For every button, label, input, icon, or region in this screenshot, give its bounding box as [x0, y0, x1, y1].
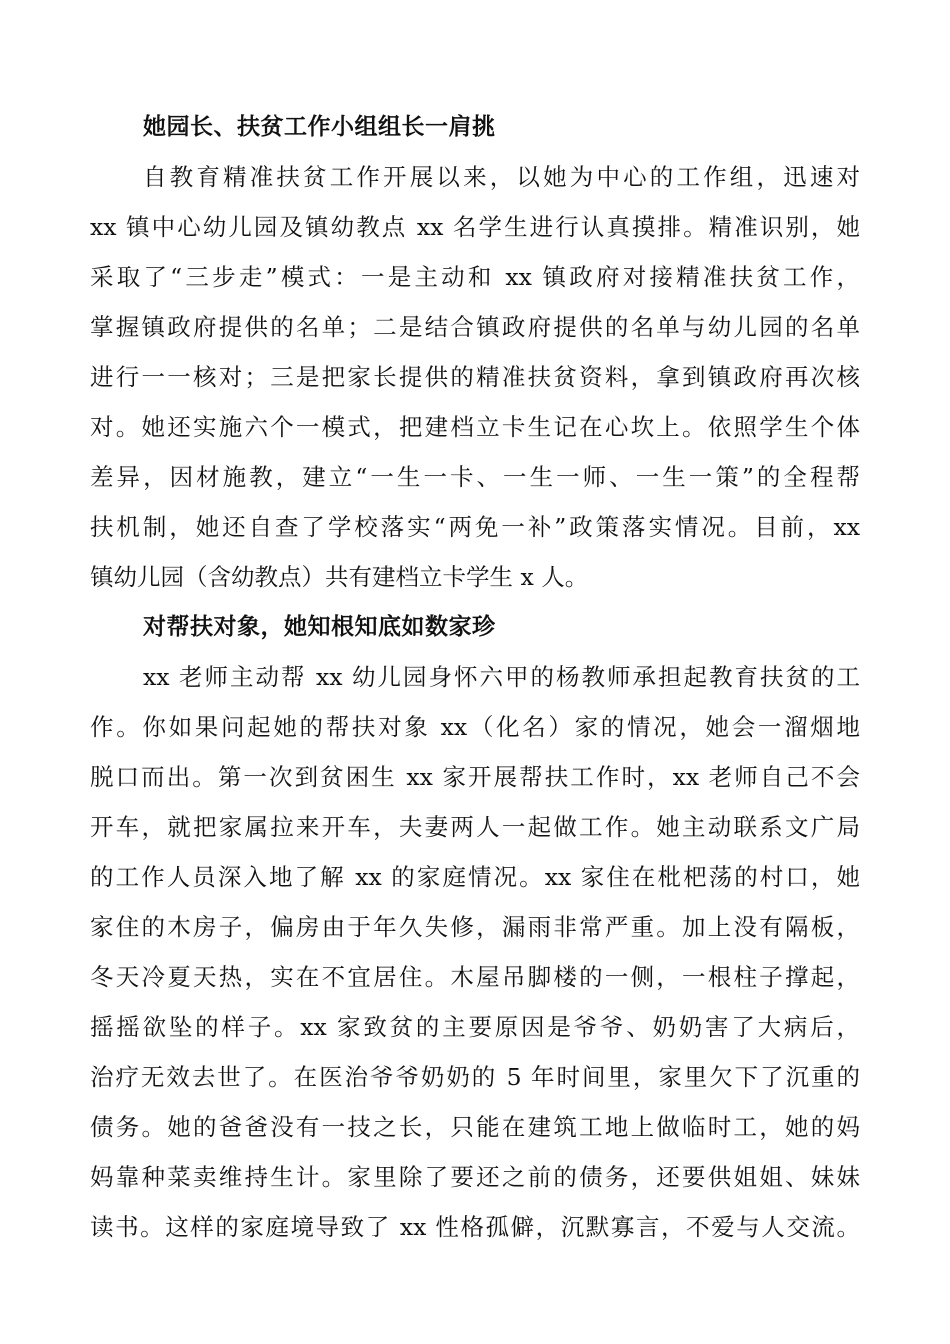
paragraph-line: 读书。这样的家庭境导致了 xx 性格孤僻，沉默寡言，不爱与人交流。 — [90, 1213, 860, 1241]
paragraph-line: 采取了“三步走”模式：一是主动和 xx 镇政府对接精准扶贫工作， — [90, 263, 860, 291]
paragraph-line: 镇幼儿园（含幼教点）共有建档立卡学生 x 人。 — [90, 563, 589, 591]
paragraph-line: 掌握镇政府提供的名单；二是结合镇政府提供的名单与幼儿园的名单 — [90, 313, 860, 341]
paragraph-line: 进行一一核对；三是把家长提供的精准扶贫资料，拿到镇政府再次核 — [90, 363, 860, 391]
paragraph-line: 脱口而出。第一次到贫困生 xx 家开展帮扶工作时，xx 老师自己不会 — [90, 763, 860, 791]
paragraph-line: 开车，就把家属拉来开车，夫妻两人一起做工作。她主动联系文广局 — [90, 813, 860, 841]
paragraph-line: 自教育精准扶贫工作开展以来，以她为中心的工作组，迅速对 — [143, 163, 860, 191]
paragraph-line: xx 镇中心幼儿园及镇幼教点 xx 名学生进行认真摸排。精准识别，她 — [90, 213, 860, 241]
paragraph-line: 扶机制，她还自查了学校落实“两免一补”政策落实情况。目前，xx — [90, 513, 860, 541]
section-heading-2: 对帮扶对象，她知根知底如数家珍 — [143, 614, 496, 640]
paragraph-line: 摇摇欲坠的样子。xx 家致贫的主要原因是爷爷、奶奶害了大病后， — [90, 1013, 860, 1041]
paragraph-line: 冬天冷夏天热，实在不宜居住。木屋吊脚楼的一侧，一根柱子撑起， — [90, 963, 860, 991]
paragraph-line: 家住的木房子，偏房由于年久失修，漏雨非常严重。加上没有隔板， — [90, 913, 860, 941]
paragraph-line: 对。她还实施六个一模式，把建档立卡生记在心坎上。依照学生个体 — [90, 413, 860, 441]
section-heading-1: 她园长、扶贫工作小组组长一肩挑 — [143, 114, 496, 140]
paragraph-line: 差异，因材施教，建立“一生一卡、一生一师、一生一策”的全程帮 — [90, 463, 860, 491]
paragraph-line: 治疗无效去世了。在医治爷爷奶奶的 5 年时间里，家里欠下了沉重的 — [90, 1063, 860, 1091]
paragraph-line: 债务。她的爸爸没有一技之长，只能在建筑工地上做临时工，她的妈 — [90, 1113, 860, 1141]
paragraph-line: 妈靠种菜卖维持生计。家里除了要还之前的债务，还要供姐姐、妹妹 — [90, 1163, 860, 1191]
paragraph-line: 作。你如果问起她的帮扶对象 xx（化名）家的情况，她会一溜烟地 — [90, 713, 860, 741]
paragraph-line: 的工作人员深入地了解 xx 的家庭情况。xx 家住在枇杷荡的村口，她 — [90, 863, 860, 891]
paragraph-line: xx 老师主动帮 xx 幼儿园身怀六甲的杨教师承担起教育扶贫的工 — [143, 663, 860, 691]
